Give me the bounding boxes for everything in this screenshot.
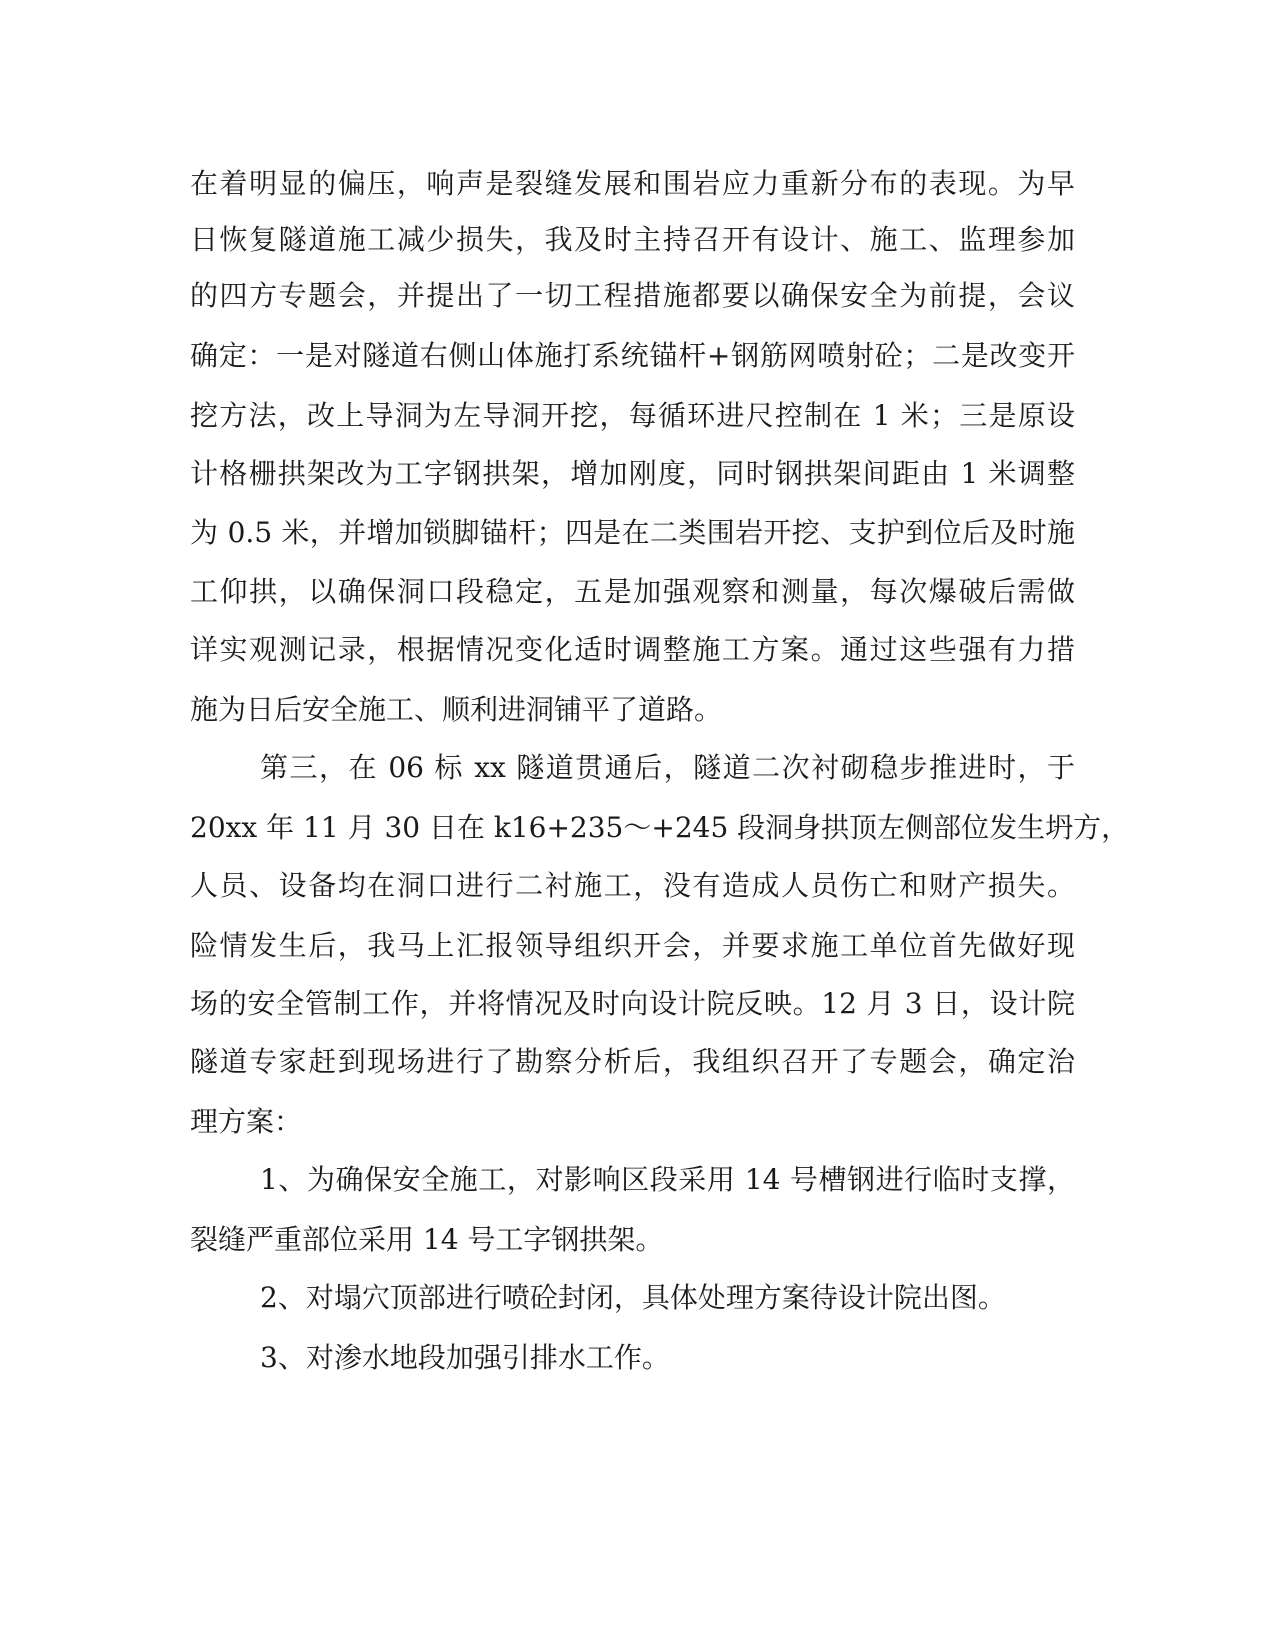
text-line: 隧道专家赶到现场进行了勘察分析后，我组织召开了专题会，确定治 — [190, 1045, 1075, 1078]
list-item-3: 3、对渗水地段加强引排水工作。 — [260, 1341, 670, 1374]
text-line: 为 0.5 米，并增加锁脚锚杆；四是在二类围岩开挖、支护到位后及时施 — [190, 516, 1075, 549]
text-line: 场的安全管制工作，并将情况及时向设计院反映。12 月 3 日，设计院 — [190, 987, 1075, 1020]
text-line: 计格栅拱架改为工字钢拱架，增加刚度，同时钢拱架间距由 1 米调整 — [190, 457, 1075, 490]
text-line: 的四方专题会，并提出了一切工程措施都要以确保安全为前提，会议 — [190, 279, 1075, 312]
text-line: 人员、设备均在洞口进行二衬施工，没有造成人员伤亡和财产损失。 — [190, 869, 1075, 902]
text-line: 在着明显的偏压，响声是裂缝发展和围岩应力重新分布的表现。为早 — [190, 167, 1075, 200]
text-line: 险情发生后，我马上汇报领导组织开会，并要求施工单位首先做好现 — [190, 929, 1075, 962]
text-line: 挖方法，改上导洞为左导洞开挖，每循环进尺控制在 1 米；三是原设 — [190, 399, 1075, 432]
text-line: 施为日后安全施工、顺利进洞铺平了道路。 — [190, 693, 723, 726]
text-line: 日恢复隧道施工减少损失，我及时主持召开有设计、施工、监理参加 — [190, 223, 1075, 256]
text-line: 确定：一是对隧道右侧山体施打系统锚杆+钢筋网喷射砼；二是改变开 — [190, 339, 1075, 372]
text-line: 详实观测记录，根据情况变化适时调整施工方案。通过这些强有力措 — [190, 633, 1075, 666]
list-item-2: 2、对塌穴顶部进行喷砼封闭，具体处理方案待设计院出图。 — [260, 1281, 1006, 1314]
text-line: 工仰拱，以确保洞口段稳定，五是加强观察和测量，每次爆破后需做 — [190, 575, 1075, 608]
list-item-1: 1、为确保安全施工，对影响区段采用 14 号槽钢进行临时支撑， — [260, 1163, 1075, 1196]
list-item-1-continuation: 裂缝严重部位采用 14 号工字钢拱架。 — [190, 1223, 664, 1256]
text-line: 理方案： — [190, 1105, 303, 1138]
text-line: 20xx 年 11 月 30 日在 k16+235～+245 段洞身拱顶左侧部位发生坍方， — [190, 811, 1130, 844]
paragraph-first-line: 第三，在 06 标 xx 隧道贯通后，隧道二次衬砌稳步推进时，于 — [260, 751, 1075, 784]
